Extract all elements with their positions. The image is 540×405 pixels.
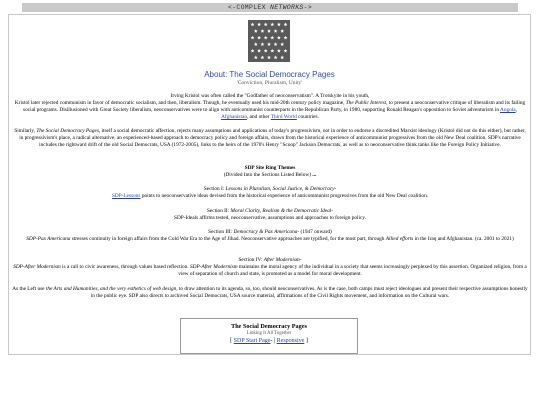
section-3-desc-b: in the Iraq and Afghanistan. (ca. 2001 to 2021) bbox=[414, 235, 514, 242]
page-subtitle: 'Conviction, Pluralism, Unity' bbox=[236, 80, 303, 86]
section-2 bbox=[12, 208, 528, 222]
afghanistan-link[interactable]: Afghanistan bbox=[221, 113, 247, 120]
site-ring-title: SDP Site Ring Themes bbox=[244, 165, 296, 171]
section-2-name: Moral Clarity, Realism & the Democratic Ideal- bbox=[230, 208, 334, 214]
sdp-after-modernism-label: SDP-After Modernism bbox=[13, 263, 61, 270]
link-divider: - | bbox=[270, 338, 276, 344]
section-2-desc: affirms tested, neoconservative, assumptions and approaches to foreign policy. bbox=[199, 214, 366, 221]
section-3-extra: (1947 onward) bbox=[300, 229, 332, 235]
separator: , bbox=[515, 106, 517, 113]
allied-efforts-text: Allied efforts bbox=[385, 235, 414, 242]
public-interest-title: The Public Interest bbox=[345, 99, 387, 106]
closing-paragraph bbox=[12, 286, 528, 300]
prev-arrow[interactable]: <- bbox=[227, 4, 237, 11]
third-world-link[interactable]: Third World bbox=[270, 113, 297, 120]
responsive-link[interactable]: Responsive bbox=[276, 338, 305, 344]
intro-paragraph-1 bbox=[12, 93, 528, 121]
top-navigation-bar bbox=[22, 3, 518, 12]
intro2-text-b: , itself a social democratic affection, rejects many assumptions and applications of today's progressivism, not in order to endorse a discredited Marxist ideology (Kristol did not do this either), but rather, in progressivism's place, a radical alternative, an experienced-based approach to democracy policy and foreign affairs, drawn from the historical experience of anticommunist progressives from the old New Deal coalition. SDP's narrative includes the rightward drift of the old Social Democrats, USA (1972-2005), links to the heirs of the 1970's Henry "Scoop" Jackson Democrats, as well as to neoconservative think tanks like the Foreign Policy Initiative. bbox=[19, 128, 526, 148]
sdp-pax-americana-label: SDP-Pax Americana bbox=[26, 235, 71, 242]
section-1-name: Lessons in Pluralism, Social Justice, & Democracy- bbox=[225, 186, 337, 192]
box-title: The Social Democracy Pages bbox=[231, 323, 307, 330]
content-frame bbox=[8, 14, 531, 355]
section-4-label: Section IV: bbox=[238, 257, 263, 263]
site-ring-heading bbox=[12, 165, 528, 179]
section-4 bbox=[12, 257, 528, 278]
page-title: About: The Social Democracy Pages bbox=[204, 70, 335, 79]
site-ring-subtitle: (Divided Into the Sections Listed Below) bbox=[223, 171, 311, 178]
sdp-after-modernism-label-2: SDP-After Modernism bbox=[190, 263, 238, 270]
site-ring-box bbox=[180, 318, 358, 354]
intro-text-c: , and other bbox=[246, 113, 270, 120]
intro2-text-a: Similarly, bbox=[14, 128, 36, 134]
bracket-close: ] bbox=[305, 338, 308, 344]
bracket-open: [ bbox=[230, 338, 233, 344]
site-ring-ellipsis: ... bbox=[312, 171, 317, 178]
intro-line-1: Irving Kristol was often called the "Godfather of neoconservatism". A Trotskyite in his youth, bbox=[170, 93, 370, 99]
networks-label[interactable]: NETWORKS bbox=[270, 4, 304, 11]
sdp-start-page-link[interactable]: SDP Start Page bbox=[233, 338, 271, 344]
intro-paragraph-2 bbox=[12, 128, 528, 149]
section-3 bbox=[12, 229, 528, 243]
sdp-ideals-label: SDP-Ideals bbox=[174, 214, 199, 221]
intro-text-d: countries. bbox=[298, 113, 319, 120]
closing-text-a: As the Left use bbox=[12, 286, 45, 292]
stars-flag-graphic bbox=[248, 20, 290, 62]
section-4-desc-b: maintains the moral agency of the individual in a society that seems increasingly perplexed by this assertion. Organized religion, from a view of separation of church and state, is promoted as a model for moral development. bbox=[178, 263, 527, 277]
intro-text-a: Kristol later rejected communism in favor of democratic socialism, and then, liberalism. Though, he eventually used his mid-20th century policy magazine, bbox=[14, 99, 345, 106]
section-1 bbox=[12, 186, 528, 200]
angola-link[interactable]: Angola bbox=[500, 106, 516, 113]
complex-label[interactable]: COMPLEX bbox=[236, 4, 266, 11]
section-4-name: After Modernism- bbox=[263, 257, 302, 263]
section-4-desc-a: is a call to civic awareness, through values based reflection. bbox=[62, 263, 189, 270]
sdp-lessons-link[interactable]: SDP-Lessons bbox=[111, 192, 141, 199]
closing-emphasis: the Arts and Humanities, and the very esthetics of web design bbox=[45, 286, 177, 292]
section-3-label: Section III: bbox=[208, 229, 233, 235]
section-3-desc-a: stresses continuity in foreign affairs from the Cold War Era to the Age of Jihad. Neoconservative approaches are typified, for the most part, through bbox=[71, 235, 385, 242]
box-tagline: Linking It All Together bbox=[246, 331, 292, 336]
sdp-title-italic: The Social Democracy Pages bbox=[36, 128, 99, 134]
next-arrow[interactable]: -> bbox=[303, 4, 313, 11]
stars-flag-icon bbox=[248, 20, 290, 62]
section-1-desc: points to neoconservative ideas devised from the historical experience of anticommunist progressives from the old New Deal coalition. bbox=[141, 192, 429, 199]
section-3-name: Democracy & Pax Americana- bbox=[233, 229, 300, 235]
section-1-label: Section I: bbox=[203, 186, 225, 192]
intro-text-b: , to present a neoconservative critique of liberalism and its failing social programs. Disillusioned with Great Society liberalism, neoconservatives were to align with anticommunist counterparts in the Republican Party, in 1980, supporting Ronald Reagan's opposition to Soviet adventurism in bbox=[23, 99, 526, 113]
closing-text-b: , to draw attention to its agenda, so, too, should neoconservatives. As is the case, both camps must reject ideologues and present their respective assumptions honestly in the public eye. SDP also directs to archived Social Democrats, USA source material, affirmations of the Civil Rights movement, and information on the Cultural wars. bbox=[90, 286, 528, 299]
section-2-label: Section II: bbox=[206, 208, 230, 214]
box-links bbox=[181, 338, 357, 344]
